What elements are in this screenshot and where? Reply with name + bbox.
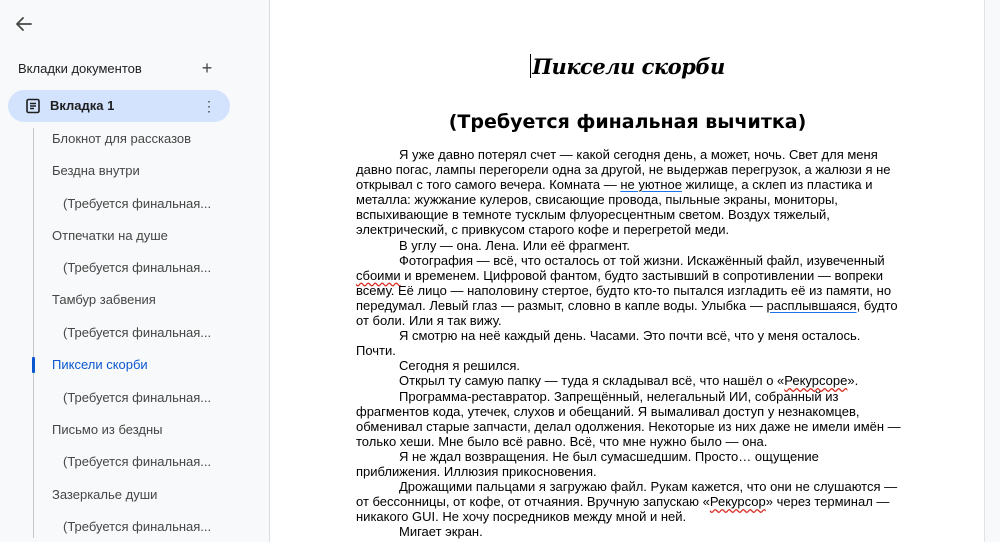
paragraph: Я не ждал возвращения. Не был сумасшедшим. Просто… ощущение приближения. Иллюзия прикосновения.: [356, 448, 819, 479]
grammar-suggestion[interactable]: не уютное: [620, 177, 682, 193]
document-tabs-sidebar: [0, 0, 270, 542]
tab-label: Вкладка 1: [50, 98, 115, 113]
outline-item[interactable]: Тамбур забвения: [52, 292, 156, 307]
text-run: Открыл ту самую папку — туда я складывал всё, что нашёл о «: [399, 373, 785, 389]
document-title-text: Пиксели скорби: [532, 54, 725, 79]
outline-item[interactable]: Письмо из бездны: [52, 422, 163, 437]
document-subtitle[interactable]: (Требуется финальная вычитка): [448, 111, 807, 133]
text-run: Дрожащими пальцами я загружаю файл. Рукам кажется, что они не слушаются — от бессонницы, от кофе, от отчаяния. Вручную запускаю «: [356, 479, 898, 510]
more-options-icon[interactable]: ⋮: [202, 98, 216, 114]
outline-item[interactable]: (Требуется финальная...: [63, 196, 212, 211]
arrow-left-icon: [15, 15, 33, 33]
outline-item[interactable]: Блокнот для рассказов: [52, 131, 192, 146]
tab-item-active[interactable]: [8, 90, 230, 122]
paragraph: Мигает экран.: [399, 524, 483, 540]
text-run: » через терминал — никакого GUI. Не хочу посредников между мной и ней.: [356, 494, 890, 525]
spelling-error[interactable]: сбоими: [356, 267, 401, 283]
outline-item-active[interactable]: Пиксели скорби: [52, 357, 148, 372]
paragraph: Программа-реставратор. Запрещённый, нелегальный ИИ, собранный из фрагментов кода, утечек, слухов и обещаний. Я вымаливал доступ у незнакомцев, обменивал старые запчасти, делал одолжения. Некоторые из них даже не имели имён — только хеши. Мне было всё равно. Всё, что мне нужно было — она.: [356, 388, 901, 449]
back-button[interactable]: [12, 12, 36, 36]
outline-item[interactable]: Бездна внутри: [52, 163, 140, 178]
paragraph: [356, 479, 902, 524]
outline-guide-line: [33, 128, 34, 538]
text-run: ».: [847, 373, 859, 389]
paragraph: В углу — она. Лена. Или её фрагмент.: [399, 237, 631, 253]
document-title[interactable]: [270, 54, 985, 79]
paragraph: [356, 253, 902, 328]
tabs-header: Вкладки документов: [18, 61, 142, 76]
text-run: Фотография — всё, что осталось от той жизни. Искажённый файл, изувеченный: [399, 252, 885, 268]
paragraph: [356, 147, 902, 238]
spelling-error[interactable]: Рекурсоре: [784, 373, 848, 389]
add-tab-button[interactable]: +: [201, 58, 213, 78]
document-body[interactable]: [356, 147, 902, 539]
outline-item[interactable]: Зазеркалье души: [52, 487, 158, 502]
outline-active-indicator: [32, 357, 35, 373]
document-icon: [26, 98, 40, 114]
text-run: и временем. Цифровой фантом, будто застывший в сопротивлении — вопреки всему. Её лицо — наполовину стертое, будто кто-то пытался изгладить её из памяти, но передумал. Левый глаз — размыт, словно в капле воды. Улыбка —: [356, 267, 892, 313]
outline-item[interactable]: (Требуется финальная...: [63, 454, 212, 469]
paragraph: Сегодня я решился.: [399, 358, 520, 374]
spelling-error[interactable]: Рекурсор: [709, 494, 766, 510]
outline-item[interactable]: (Требуется финальная...: [63, 390, 212, 405]
outline-item[interactable]: (Требуется финальная...: [63, 519, 212, 534]
outline-item[interactable]: (Требуется финальная...: [63, 325, 212, 340]
text-run: Я уже давно потерял счет — какой сегодня день, а может, ночь. Свет для меня давно погас, лампы перегорели одна за другой, не выдержав перегрузок, а жалюзи я не открывал с того самого вечера. Комната —: [356, 147, 891, 193]
paragraph: [356, 373, 902, 388]
outline-item[interactable]: Отпечатки на душе: [52, 228, 168, 243]
text-run: жилище, а склеп из пластика и металла: жужжание кулеров, свисающие провода, пыльные экраны, мониторы, вспыхивающие в темноте тусклым флуоресцентным светом. Воздух тяжелый, электрический, с привкусом старого кофе и перегретой меди.: [356, 177, 873, 238]
paragraph: Я смотрю на неё каждый день. Часами. Это почти всё, что у меня осталось. Почти.: [356, 328, 861, 359]
document-canvas: [270, 0, 1000, 542]
document-page[interactable]: [270, 0, 985, 542]
scrollbar[interactable]: [985, 0, 1000, 542]
outline-item[interactable]: (Требуется финальная...: [63, 260, 212, 275]
grammar-suggestion[interactable]: расплывшаяся: [766, 297, 857, 313]
text-run: , будто от боли. Или я так вижу.: [356, 297, 898, 329]
